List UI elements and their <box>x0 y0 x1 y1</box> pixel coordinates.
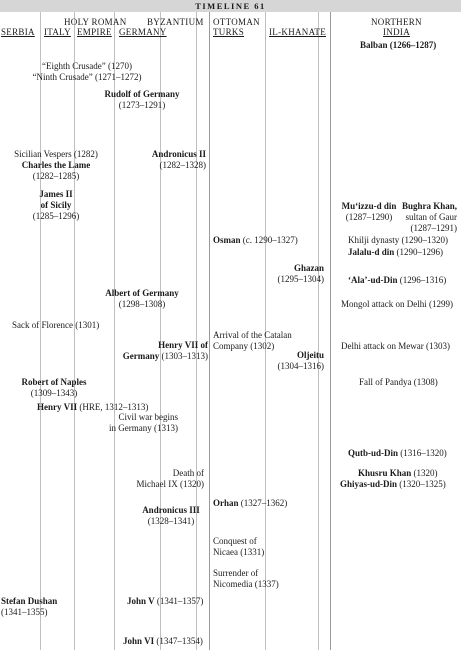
entry-henry-7-germany <box>92 340 208 362</box>
entry-balban: Balban (1266–1287) <box>360 40 437 50</box>
entry-orhan-name: Orhan <box>213 498 239 508</box>
column-divider <box>318 12 319 650</box>
entry-oljeitu-dates: (1304–1316) <box>277 361 324 371</box>
column-divider <box>196 12 197 650</box>
entry-sicilian-vespers-text: Sicilian Vespers (1282) <box>14 149 98 159</box>
entry-robert-naples <box>8 377 100 399</box>
entry-osman-dates: (c. 1290–1327) <box>242 235 298 245</box>
entry-henry7-line2-name: Germany <box>122 351 160 361</box>
entry-john5-name: John V <box>127 596 155 606</box>
entry-nicaea-line2: Nicaea (1331) <box>213 547 265 557</box>
entry-robert-dates: (1309–1343) <box>30 388 78 398</box>
entry-john5-dates: (1341–1357) <box>156 596 204 606</box>
column-divider <box>330 12 331 650</box>
entry-john6-dates: (1347–1354) <box>156 636 203 646</box>
entry-bughra-khan <box>388 201 457 234</box>
header-empire: EMPIRE <box>77 27 112 37</box>
entry-andronicus-3-name: Andronicus III <box>142 505 200 515</box>
header-holy-roman: HOLY ROMAN <box>64 17 127 27</box>
entry-james-dates: (1285–1296) <box>32 211 80 221</box>
entry-albert <box>96 288 188 310</box>
entry-ghiyas-ud-din <box>340 479 446 490</box>
entry-eighth-crusade-text: “Eighth Crusade” (1270) <box>42 61 132 71</box>
entry-nicomedia-line1: Surrender of <box>213 568 259 578</box>
entry-albert-name: Albert of Germany <box>105 288 179 298</box>
entry-muizzu-name: Mu‘izzu-d din <box>341 201 397 211</box>
entry-orhan-dates: (1327–1362) <box>240 498 288 508</box>
entry-jalalu-name: Jalalu-d din <box>348 247 395 257</box>
header-ilkhanate: IL-KHANATE <box>269 27 326 37</box>
entry-james-2 <box>18 189 94 222</box>
entry-andronicus-2 <box>130 149 206 171</box>
entry-john6-name: John VI <box>123 636 155 646</box>
entry-john-5 <box>127 596 203 607</box>
entry-osman-name: Osman <box>213 235 241 245</box>
entry-james-line2: of Sicily <box>40 200 72 210</box>
entry-alaud-din <box>348 275 446 286</box>
entry-rudolf <box>96 89 188 111</box>
entry-andronicus-3-dates: (1328–1341) <box>147 516 195 526</box>
entry-ninth-crusade-text: “Ninth Crusade” (1271–1272) <box>32 72 142 82</box>
entry-civil-war-line2: in Germany (1313) <box>109 423 178 433</box>
entry-sack-florence: Sack of Florence (1301) <box>12 320 100 330</box>
header-italy: ITALY <box>44 27 71 37</box>
entry-stefan-name: Stefan Dushan <box>1 596 58 606</box>
entry-ghazan-name: Ghazan <box>293 263 324 273</box>
entry-catalan-line2: Company (1302) <box>213 341 275 351</box>
entry-jalalu-dates: (1290–1296) <box>396 247 444 257</box>
entry-bughra-sub: sultan of Gaur <box>405 212 457 222</box>
entry-jalalu <box>348 247 443 258</box>
entry-civil-war <box>98 412 178 434</box>
header-ottoman: OTTOMAN <box>213 17 260 27</box>
entry-ghazan <box>264 263 324 285</box>
entry-sicilian-vespers <box>10 149 102 182</box>
entry-qutb-dates: (1316–1320) <box>400 448 447 458</box>
column-divider <box>209 12 210 650</box>
header-india: INDIA <box>383 27 410 37</box>
entry-andronicus-2-dates: (1282–1328) <box>159 160 206 170</box>
entry-andronicus-2-name: Andronicus II <box>151 149 206 159</box>
entry-rudolf-dates: (1273–1291) <box>118 100 166 110</box>
entry-khilji: Khilji dynasty (1290–1320) <box>348 235 448 245</box>
entry-khusru-dates: (1320) <box>413 468 438 478</box>
entry-fall-pandya: Fall of Pandya (1308) <box>359 377 438 387</box>
entry-alaud-dates: (1296–1316) <box>399 275 447 285</box>
entry-delhi-mewar: Delhi attack on Mewar (1303) <box>341 341 450 351</box>
entry-alaud-name: ‘Ala’-ud-Din <box>348 275 398 285</box>
entry-stefan-dushan <box>1 596 57 618</box>
entry-catalan-company <box>213 330 292 352</box>
entry-qutb-name: Qutb-ud-Din <box>348 448 399 458</box>
entry-qutb-ud-din <box>348 448 447 459</box>
entry-michael-line2: Michael IX (1320) <box>136 479 204 489</box>
entry-charles-dates: (1282–1285) <box>32 171 80 181</box>
entry-oljeitu-name: Oljeitu <box>297 350 324 360</box>
entry-michael-line1: Death of <box>172 468 204 478</box>
entry-james-line1: James II <box>39 189 73 199</box>
entry-henry7-dates: (1303–1313) <box>161 351 208 361</box>
entry-henry-hre-name: Henry VII <box>37 402 78 412</box>
header-serbia: SERBIA <box>1 27 35 37</box>
entry-oljeitu <box>262 350 324 372</box>
header-byzantium: BYZANTIUM <box>147 17 204 27</box>
entry-john-6 <box>123 636 203 647</box>
entry-nicomedia-line2: Nicomedia (1337) <box>213 579 279 589</box>
entry-ghiyas-name: Ghiyas-ud-Din <box>340 479 398 489</box>
entry-charles-name: Charles the Lame <box>21 160 91 170</box>
entry-khusru-khan <box>358 468 438 479</box>
entry-bughra-name: Bughra Khan, <box>401 201 457 211</box>
entry-albert-dates: (1298–1308) <box>118 299 166 309</box>
column-divider <box>40 12 41 650</box>
entry-henry-hre-dates: (HRE, 1312–1313) <box>79 402 149 412</box>
entry-eighth-crusade <box>32 61 142 83</box>
column-divider <box>74 12 75 650</box>
entry-ghazan-dates: (1295–1304) <box>277 274 324 284</box>
entry-civil-war-line1: Civil war begins <box>118 412 178 422</box>
entry-conquest-nicaea <box>213 536 264 558</box>
entry-death-michael-9 <box>116 468 204 490</box>
entry-muizzu-dates: (1287–1290) <box>345 212 393 222</box>
entry-osman <box>213 235 298 246</box>
entry-khusru-name: Khusru Khan <box>358 468 412 478</box>
header-germany: GERMANY <box>119 27 167 37</box>
entry-bughra-dates: (1287–1291) <box>410 223 457 233</box>
entry-rudolf-name: Rudolf of Germany <box>104 89 180 99</box>
entry-henry7-line1: Henry VII of <box>158 340 208 350</box>
timeline-title: TIMELINE 61 <box>0 0 461 12</box>
entry-stefan-dates: (1341–1355) <box>1 607 48 617</box>
entry-ghiyas-dates: (1320–1325) <box>399 479 446 489</box>
entry-surrender-nicomedia <box>213 568 279 590</box>
entry-robert-name: Robert of Naples <box>21 377 87 387</box>
entry-catalan-line1: Arrival of the Catalan <box>213 330 292 340</box>
header-northern: NORTHERN <box>371 17 422 27</box>
entry-orhan <box>213 498 287 509</box>
entry-andronicus-3 <box>136 505 206 527</box>
entry-nicaea-line1: Conquest of <box>213 536 257 546</box>
header-turks: TURKS <box>213 27 245 37</box>
entry-mongol-attack: Mongol attack on Delhi (1299) <box>341 299 453 309</box>
